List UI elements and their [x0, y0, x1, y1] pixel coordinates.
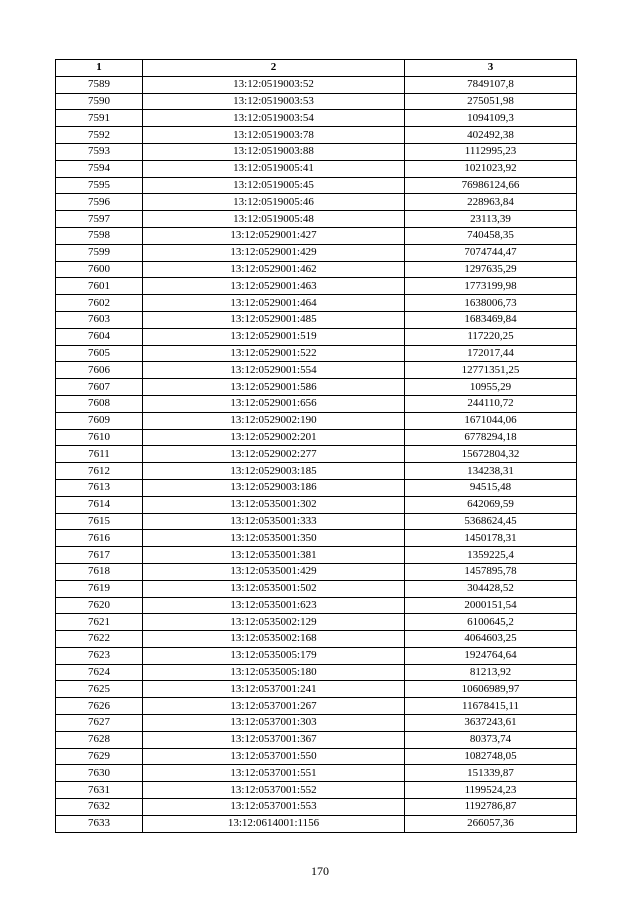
cadastral-number-cell: 13:12:0537001:552 — [143, 782, 405, 799]
value-cell: 1683469,84 — [405, 311, 577, 328]
row-number-cell: 7599 — [56, 244, 143, 261]
value-cell: 76986124,66 — [405, 177, 577, 194]
row-number-cell: 7602 — [56, 295, 143, 312]
table-row — [56, 110, 577, 127]
value-cell: 1924764,64 — [405, 647, 577, 664]
table-row — [56, 311, 577, 328]
value-cell: 10606989,97 — [405, 681, 577, 698]
table-row — [56, 295, 577, 312]
table-row — [56, 597, 577, 614]
cadastral-number-cell: 13:12:0519005:46 — [143, 194, 405, 211]
table-row — [56, 177, 577, 194]
table-row — [56, 395, 577, 412]
table-row — [56, 647, 577, 664]
row-number-cell: 7604 — [56, 328, 143, 345]
column-header: 3 — [405, 60, 577, 77]
row-number-cell: 7593 — [56, 143, 143, 160]
row-number-cell: 7619 — [56, 580, 143, 597]
value-cell: 2000151,54 — [405, 597, 577, 614]
value-cell: 228963,84 — [405, 194, 577, 211]
table-row — [56, 345, 577, 362]
cadastral-number-cell: 13:12:0535001:502 — [143, 580, 405, 597]
value-cell: 5368624,45 — [405, 513, 577, 530]
row-number-cell: 7614 — [56, 496, 143, 513]
table-row — [56, 513, 577, 530]
value-cell: 12771351,25 — [405, 362, 577, 379]
table-row — [56, 429, 577, 446]
row-number-cell: 7601 — [56, 278, 143, 295]
cadastral-number-cell: 13:12:0519003:52 — [143, 76, 405, 93]
row-number-cell: 7613 — [56, 479, 143, 496]
table-row — [56, 328, 577, 345]
value-cell: 1094109,3 — [405, 110, 577, 127]
row-number-cell: 7592 — [56, 127, 143, 144]
cadastral-number-cell: 13:12:0519003:53 — [143, 93, 405, 110]
row-number-cell: 7616 — [56, 530, 143, 547]
cadastral-number-cell: 13:12:0519005:41 — [143, 160, 405, 177]
row-number-cell: 7623 — [56, 647, 143, 664]
page-number: 170 — [311, 864, 329, 878]
value-cell: 1359225,4 — [405, 547, 577, 564]
row-number-cell: 7626 — [56, 698, 143, 715]
row-number-cell: 7627 — [56, 715, 143, 732]
row-number-cell: 7625 — [56, 681, 143, 698]
table-row — [56, 463, 577, 480]
cadastral-number-cell: 13:12:0529001:656 — [143, 395, 405, 412]
row-number-cell: 7615 — [56, 513, 143, 530]
row-number-cell: 7612 — [56, 463, 143, 480]
row-number-cell: 7606 — [56, 362, 143, 379]
row-number-cell: 7621 — [56, 614, 143, 631]
value-cell: 10955,29 — [405, 379, 577, 396]
value-cell: 15672804,32 — [405, 446, 577, 463]
data-table — [55, 59, 577, 833]
value-cell: 3637243,61 — [405, 715, 577, 732]
cadastral-number-cell: 13:12:0535005:180 — [143, 664, 405, 681]
row-number-cell: 7603 — [56, 311, 143, 328]
table-row — [56, 664, 577, 681]
table-row — [56, 530, 577, 547]
value-cell: 1638006,73 — [405, 295, 577, 312]
value-cell: 1021023,92 — [405, 160, 577, 177]
cadastral-number-cell: 13:12:0537001:553 — [143, 799, 405, 816]
table-row — [56, 227, 577, 244]
value-cell: 304428,52 — [405, 580, 577, 597]
value-cell: 244110,72 — [405, 395, 577, 412]
cadastral-number-cell: 13:12:0529001:554 — [143, 362, 405, 379]
table-row — [56, 782, 577, 799]
table-row — [56, 479, 577, 496]
value-cell: 1112995,23 — [405, 143, 577, 160]
row-number-cell: 7589 — [56, 76, 143, 93]
row-number-cell: 7597 — [56, 211, 143, 228]
cadastral-number-cell: 13:12:0529003:186 — [143, 479, 405, 496]
cadastral-number-cell: 13:12:0535002:168 — [143, 631, 405, 648]
cadastral-number-cell: 13:12:0537001:367 — [143, 731, 405, 748]
table-row — [56, 127, 577, 144]
row-number-cell: 7629 — [56, 748, 143, 765]
value-cell: 1671044,06 — [405, 412, 577, 429]
column-header: 1 — [56, 60, 143, 77]
value-cell: 1192786,87 — [405, 799, 577, 816]
row-number-cell: 7596 — [56, 194, 143, 211]
table-row — [56, 580, 577, 597]
row-number-cell: 7594 — [56, 160, 143, 177]
value-cell: 134238,31 — [405, 463, 577, 480]
row-number-cell: 7618 — [56, 563, 143, 580]
row-number-cell: 7628 — [56, 731, 143, 748]
value-cell: 117220,25 — [405, 328, 577, 345]
table-row — [56, 160, 577, 177]
table-row — [56, 362, 577, 379]
cadastral-number-cell: 13:12:0519005:45 — [143, 177, 405, 194]
row-number-cell: 7590 — [56, 93, 143, 110]
table-row — [56, 547, 577, 564]
column-header: 2 — [143, 60, 405, 77]
value-cell: 1297635,29 — [405, 261, 577, 278]
value-cell: 1450178,31 — [405, 530, 577, 547]
table-row — [56, 748, 577, 765]
cadastral-number-cell: 13:12:0529001:586 — [143, 379, 405, 396]
row-number-cell: 7610 — [56, 429, 143, 446]
cadastral-number-cell: 13:12:0529001:485 — [143, 311, 405, 328]
cadastral-number-cell: 13:12:0537001:241 — [143, 681, 405, 698]
table-row — [56, 211, 577, 228]
table-row — [56, 379, 577, 396]
table-row — [56, 143, 577, 160]
table-row — [56, 76, 577, 93]
row-number-cell: 7600 — [56, 261, 143, 278]
cadastral-number-cell: 13:12:0529001:519 — [143, 328, 405, 345]
row-number-cell: 7609 — [56, 412, 143, 429]
value-cell: 1457895,78 — [405, 563, 577, 580]
cadastral-number-cell: 13:12:0529002:201 — [143, 429, 405, 446]
table-row — [56, 815, 577, 832]
table-row — [56, 765, 577, 782]
cadastral-number-cell: 13:12:0519003:78 — [143, 127, 405, 144]
table-row — [56, 614, 577, 631]
table-row — [56, 93, 577, 110]
value-cell: 402492,38 — [405, 127, 577, 144]
cadastral-number-cell: 13:12:0614001:1156 — [143, 815, 405, 832]
table-body — [56, 76, 577, 832]
value-cell: 740458,35 — [405, 227, 577, 244]
row-number-cell: 7633 — [56, 815, 143, 832]
row-number-cell: 7624 — [56, 664, 143, 681]
table-row — [56, 412, 577, 429]
cadastral-number-cell: 13:12:0529003:185 — [143, 463, 405, 480]
cadastral-number-cell: 13:12:0529001:427 — [143, 227, 405, 244]
cadastral-number-cell: 13:12:0535005:179 — [143, 647, 405, 664]
row-number-cell: 7605 — [56, 345, 143, 362]
row-number-cell: 7631 — [56, 782, 143, 799]
value-cell: 6100645,2 — [405, 614, 577, 631]
value-cell: 80373,74 — [405, 731, 577, 748]
table-row — [56, 681, 577, 698]
row-number-cell: 7608 — [56, 395, 143, 412]
row-number-cell: 7607 — [56, 379, 143, 396]
value-cell: 7849107,8 — [405, 76, 577, 93]
value-cell: 7074744,47 — [405, 244, 577, 261]
value-cell: 23113,39 — [405, 211, 577, 228]
cadastral-number-cell: 13:12:0519003:54 — [143, 110, 405, 127]
cadastral-number-cell: 13:12:0535002:129 — [143, 614, 405, 631]
value-cell: 172017,44 — [405, 345, 577, 362]
cadastral-number-cell: 13:12:0535001:623 — [143, 597, 405, 614]
cadastral-number-cell: 13:12:0529001:463 — [143, 278, 405, 295]
row-number-cell: 7595 — [56, 177, 143, 194]
cadastral-number-cell: 13:12:0535001:381 — [143, 547, 405, 564]
cadastral-number-cell: 13:12:0537001:303 — [143, 715, 405, 732]
table-row — [56, 194, 577, 211]
table-row — [56, 631, 577, 648]
table-row — [56, 244, 577, 261]
cadastral-number-cell: 13:12:0537001:267 — [143, 698, 405, 715]
value-cell: 642069,59 — [405, 496, 577, 513]
cadastral-number-cell: 13:12:0535001:302 — [143, 496, 405, 513]
row-number-cell: 7611 — [56, 446, 143, 463]
table-row — [56, 563, 577, 580]
cadastral-number-cell: 13:12:0529002:190 — [143, 412, 405, 429]
table-row — [56, 698, 577, 715]
row-number-cell: 7622 — [56, 631, 143, 648]
table-row — [56, 715, 577, 732]
value-cell: 11678415,11 — [405, 698, 577, 715]
value-cell: 81213,92 — [405, 664, 577, 681]
table-row — [56, 799, 577, 816]
cadastral-number-cell: 13:12:0529002:277 — [143, 446, 405, 463]
value-cell: 1199524,23 — [405, 782, 577, 799]
table-header-row — [56, 60, 577, 77]
value-cell: 6778294,18 — [405, 429, 577, 446]
value-cell: 1773199,98 — [405, 278, 577, 295]
row-number-cell: 7630 — [56, 765, 143, 782]
cadastral-number-cell: 13:12:0519003:88 — [143, 143, 405, 160]
value-cell: 151339,87 — [405, 765, 577, 782]
cadastral-number-cell: 13:12:0529001:522 — [143, 345, 405, 362]
table-row — [56, 261, 577, 278]
table-row — [56, 446, 577, 463]
row-number-cell: 7620 — [56, 597, 143, 614]
value-cell: 275051,98 — [405, 93, 577, 110]
row-number-cell: 7591 — [56, 110, 143, 127]
table-row — [56, 731, 577, 748]
table-row — [56, 496, 577, 513]
value-cell: 94515,48 — [405, 479, 577, 496]
table-row — [56, 278, 577, 295]
cadastral-number-cell: 13:12:0529001:429 — [143, 244, 405, 261]
cadastral-number-cell: 13:12:0535001:350 — [143, 530, 405, 547]
value-cell: 1082748,05 — [405, 748, 577, 765]
value-cell: 266057,36 — [405, 815, 577, 832]
row-number-cell: 7632 — [56, 799, 143, 816]
cadastral-number-cell: 13:12:0537001:550 — [143, 748, 405, 765]
row-number-cell: 7598 — [56, 227, 143, 244]
cadastral-number-cell: 13:12:0537001:551 — [143, 765, 405, 782]
cadastral-number-cell: 13:12:0529001:462 — [143, 261, 405, 278]
value-cell: 4064603,25 — [405, 631, 577, 648]
cadastral-number-cell: 13:12:0519005:48 — [143, 211, 405, 228]
cadastral-number-cell: 13:12:0529001:464 — [143, 295, 405, 312]
cadastral-number-cell: 13:12:0535001:429 — [143, 563, 405, 580]
row-number-cell: 7617 — [56, 547, 143, 564]
cadastral-number-cell: 13:12:0535001:333 — [143, 513, 405, 530]
